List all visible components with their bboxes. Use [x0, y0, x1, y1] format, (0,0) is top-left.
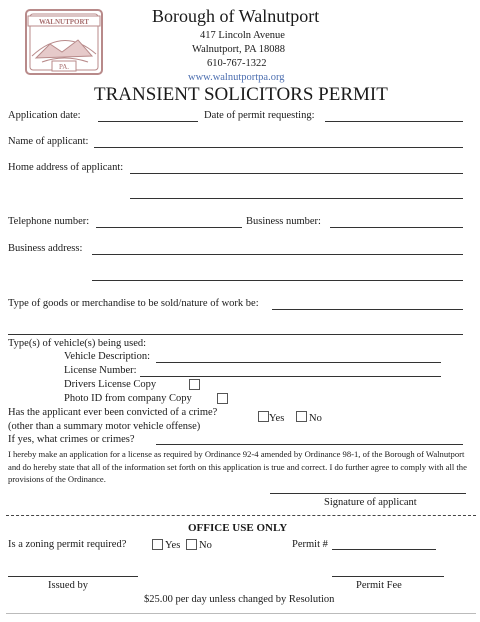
- address-line-1: 417 Lincoln Avenue: [200, 30, 285, 41]
- drivers-license-label: Drivers License Copy: [64, 379, 157, 390]
- crimes-what-label: If yes, what crimes or crimes?: [8, 434, 135, 445]
- zoning-no-label: No: [199, 540, 212, 551]
- section-divider: [6, 515, 476, 516]
- business-address-label: Business address:: [8, 243, 83, 254]
- home-address-field[interactable]: [130, 173, 463, 174]
- business-address-field[interactable]: [92, 254, 463, 255]
- photo-id-checkbox[interactable]: [217, 393, 228, 404]
- goods-field-2[interactable]: [8, 334, 463, 335]
- address-line-2: Walnutport, PA 18088: [192, 44, 285, 55]
- zoning-no-checkbox[interactable]: [186, 539, 197, 550]
- business-number-field[interactable]: [330, 227, 463, 228]
- license-number-label: License Number:: [64, 365, 137, 376]
- crime-question-note: (other than a summary motor vehicle offense): [8, 421, 201, 432]
- vehicle-description-label: Vehicle Description:: [64, 351, 151, 362]
- borough-name: Borough of Walnutport: [152, 6, 320, 26]
- signature-label: Signature of applicant: [324, 497, 417, 508]
- home-address-label: Home address of applicant:: [8, 162, 124, 173]
- crime-no-checkbox[interactable]: [296, 411, 307, 422]
- crime-question: Has the applicant ever been convicted of a crime?: [8, 407, 218, 418]
- zoning-yes-label: Yes: [165, 540, 181, 551]
- seal-subtext: PA.: [58, 63, 70, 71]
- declaration-text: I hereby make an application for a license as required by Ordinance 92-4 amended by Ordinance 98-1, of the Borough of Walnutport and do hereby state that all of the information set forth on this application is true and correct. I do further agree to comply with all the provisions of the Ordinance.: [8, 449, 467, 484]
- permit-fee-label: Permit Fee: [356, 580, 402, 591]
- seal-text: WALNUTPORT: [39, 18, 89, 26]
- form-title: TRANSIENT SOLICITORS PERMIT: [94, 84, 388, 105]
- drivers-license-checkbox[interactable]: [189, 379, 200, 390]
- application-date-label: Application date:: [8, 110, 81, 121]
- crime-yes-label: Yes: [269, 413, 285, 424]
- permit-fee-field[interactable]: [332, 576, 444, 577]
- license-number-field[interactable]: [140, 376, 441, 377]
- goods-label: Type of goods or merchandise to be sold/nature of work be:: [8, 298, 259, 309]
- borough-seal-logo: [22, 6, 106, 78]
- issued-by-field[interactable]: [8, 576, 138, 577]
- office-use-heading: OFFICE USE ONLY: [188, 522, 288, 534]
- crime-yes-checkbox[interactable]: [258, 411, 269, 422]
- permit-date-label: Date of permit requesting:: [204, 110, 315, 121]
- zoning-question: Is a zoning permit required?: [8, 539, 127, 550]
- application-date-field[interactable]: [98, 121, 198, 122]
- crime-no-label: No: [309, 413, 322, 424]
- crimes-what-field[interactable]: [156, 444, 463, 445]
- permit-number-label: Permit #: [292, 539, 328, 550]
- telephone-field[interactable]: [96, 227, 242, 228]
- vehicles-label: Type(s) of vehicle(s) being used:: [8, 338, 147, 349]
- business-number-label: Business number:: [246, 216, 321, 227]
- name-label: Name of applicant:: [8, 136, 89, 147]
- zoning-yes-checkbox[interactable]: [152, 539, 163, 550]
- goods-field[interactable]: [272, 309, 463, 310]
- photo-id-label: Photo ID from company Copy: [64, 393, 192, 404]
- vehicle-description-field[interactable]: [156, 362, 441, 363]
- signature-field[interactable]: [270, 493, 466, 494]
- website-link[interactable]: www.walnutportpa.org: [188, 72, 285, 83]
- bottom-divider: [6, 613, 476, 614]
- telephone-label: Telephone number:: [8, 216, 90, 227]
- name-field[interactable]: [94, 147, 463, 148]
- permit-number-field[interactable]: [332, 549, 436, 550]
- fee-note: $25.00 per day unless changed by Resolution: [144, 594, 335, 605]
- phone-number: 610-767-1322: [207, 58, 267, 69]
- permit-date-field[interactable]: [325, 121, 463, 122]
- business-address-field-2[interactable]: [92, 280, 463, 281]
- issued-by-label: Issued by: [48, 580, 88, 591]
- home-address-field-2[interactable]: [130, 198, 463, 199]
